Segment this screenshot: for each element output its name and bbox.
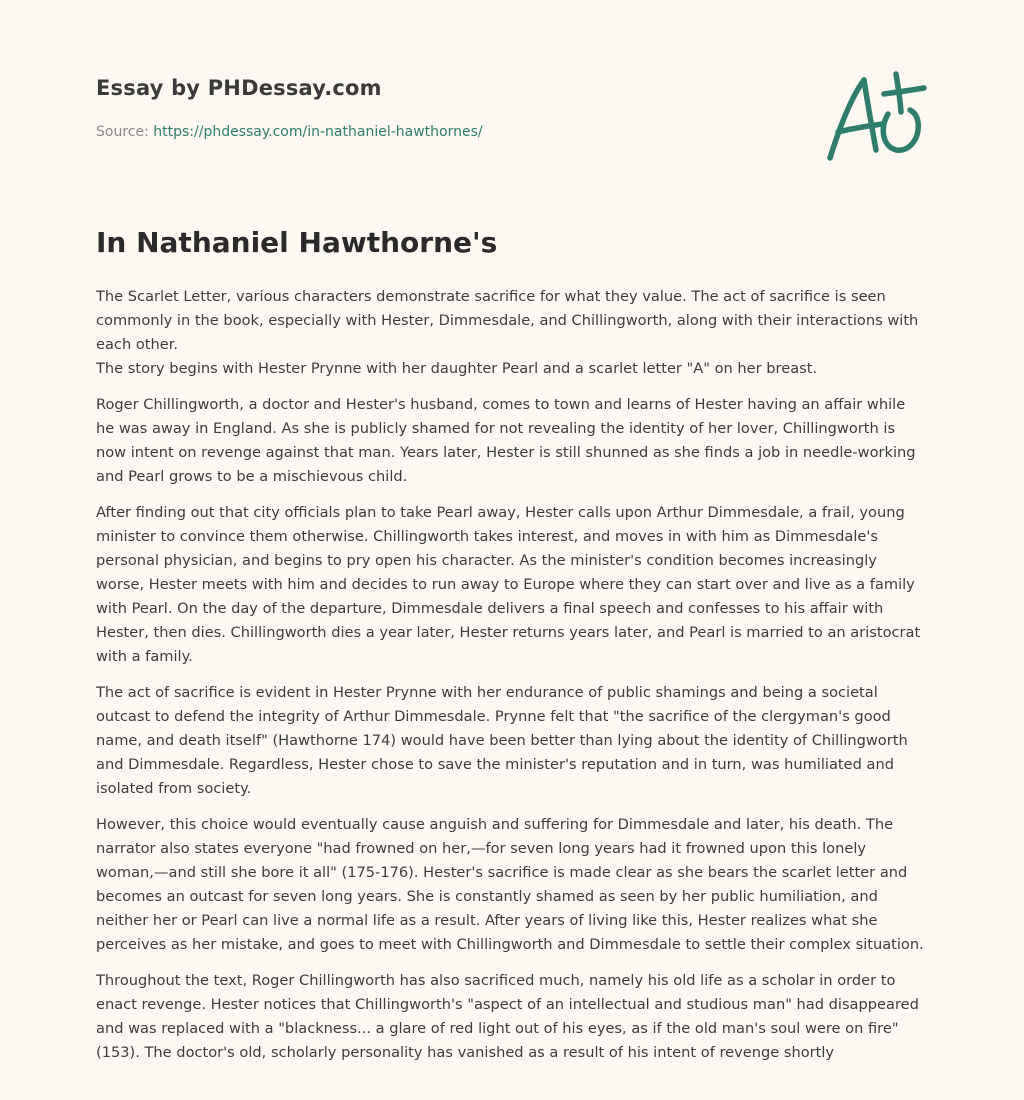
essay-paragraph bbox=[96, 393, 926, 489]
paragraph-text: The story begins with Hester Prynne with her daughter Pearl and a scarlet letter "A" on her breast. bbox=[96, 360, 818, 377]
source-line bbox=[96, 124, 483, 140]
essay-paragraph bbox=[96, 285, 926, 381]
essay-body bbox=[96, 285, 926, 1077]
source-link[interactable]: https://phdessay.com/in-nathaniel-hawthornes/ bbox=[153, 124, 483, 140]
brand-title: Essay by PHDessay.com bbox=[96, 76, 382, 100]
essay-paragraph bbox=[96, 681, 926, 801]
a-plus-grade-icon bbox=[818, 66, 930, 166]
essay-title: In Nathaniel Hawthorne's bbox=[96, 226, 498, 259]
essay-paragraph bbox=[96, 813, 926, 957]
paragraph-text: The act of sacrifice is evident in Hester Prynne with her endurance of public shamings and being a societal outcast to defend the integrity of Arthur Dimmesdale. Prynne felt that "the sacrifice of the clergyman's good name, and death itself" (Hawthorne 174) would have been better than lying about the identity of Chillingworth and Dimmesdale. Regardless, Hester chose to save the minister's reputation and in turn, was humiliated and isolated from society. bbox=[96, 684, 908, 797]
paragraph-text: After finding out that city officials plan to take Pearl away, Hester calls upon Arthur Dimmesdale, a frail, young minister to convince them otherwise. Chillingworth takes interest, and moves in with him as Dimmesdale's personal physician, and begins to pry open his character. As the minister's condition becomes increasingly worse, Hester meets with him and decides to run away to Europe where they can start over and live as a family with Pearl. On the day of the departure, Dimmesdale delivers a final speech and confesses to his affair with Hester, then dies. Chillingworth dies a year later, Hester returns years later, and Pearl is married to an aristocrat with a family. bbox=[96, 504, 921, 665]
essay-paragraph bbox=[96, 501, 926, 669]
source-label: Source: bbox=[96, 124, 154, 140]
paragraph-text: The Scarlet Letter, various characters demonstrate sacrifice for what they value. The act of sacrifice is seen commonly in the book, especially with Hester, Dimmesdale, and Chillingworth, along with their interactions with each other. bbox=[96, 288, 919, 353]
paragraph-text: Roger Chillingworth, a doctor and Hester's husband, comes to town and learns of Hester having an affair while he was away in England. As she is publicly shamed for not revealing the identity of her lover, Chillingworth is now intent on revenge against that man. Years later, Hester is still shunned as she finds a job in needle-working and Pearl grows to be a mischievous child. bbox=[96, 396, 916, 485]
paragraph-text: However, this choice would eventually cause anguish and suffering for Dimmesdale and later, his death. The narrator also states everyone "had frowned on her,—for seven long years had it frowned upon this lonely woman,—and still she bore it all" (175-176). Hester's sacrifice is made clear as she bears the scarlet letter and becomes an outcast for seven long years. She is constantly shamed as seen by her public humiliation, and neither her or Pearl can live a normal life as a result. After years of living like this, Hester realizes what she perceives as her mistake, and goes to meet with Chillingworth and Dimmesdale to settle their complex situation. bbox=[96, 816, 924, 953]
paragraph-text: Throughout the text, Roger Chillingworth has also sacrificed much, namely his old life as a scholar in order to enact revenge. Hester notices that Chillingworth's "aspect of an intellectual and studious man" had disappeared and was replaced with a "blackness... a glare of red light out of his eyes, as if the old man's soul were on fire" (153). The doctor's old, scholarly personality has vanished as a result of his intent of revenge shortly bbox=[96, 972, 919, 1061]
essay-paragraph bbox=[96, 969, 926, 1065]
